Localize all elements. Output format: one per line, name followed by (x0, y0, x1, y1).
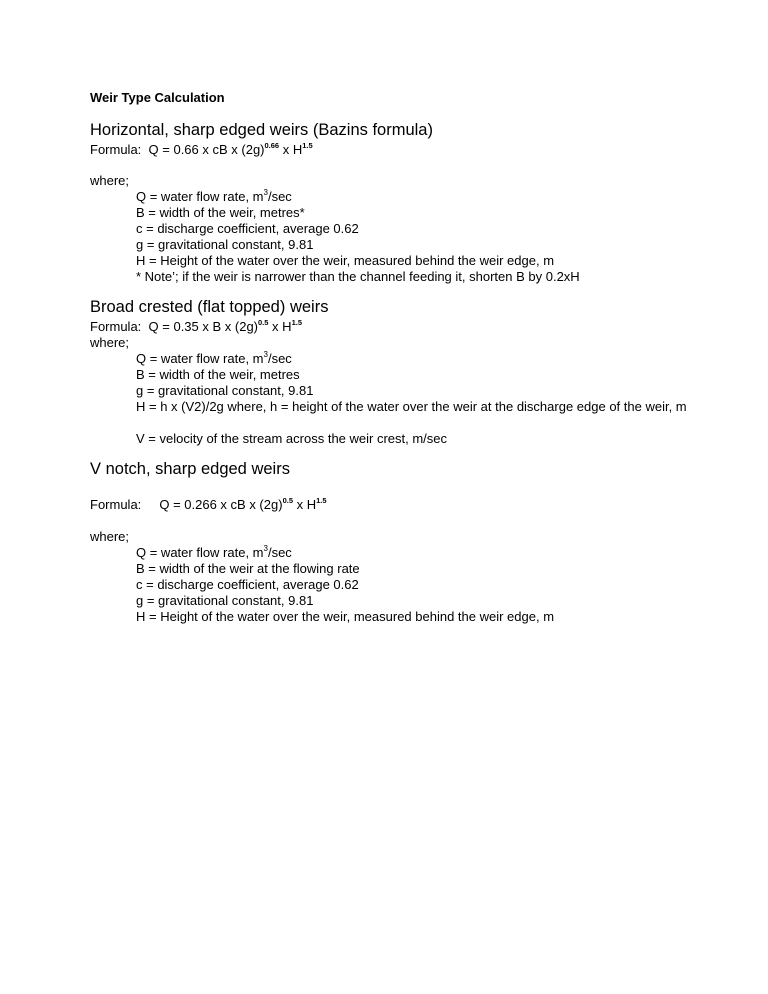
definition-exponent: 3 (263, 187, 268, 197)
definition-text: Q = water flow rate, m (136, 545, 264, 560)
document-title: Weir Type Calculation (90, 90, 225, 105)
section-heading-broad-crested-weirs: Broad crested (flat topped) weirs (90, 298, 329, 316)
definition-g: g = gravitational constant, 9.81 (136, 593, 314, 608)
where-label: where; (90, 529, 130, 544)
formula-exponent: 1.5 (291, 317, 302, 327)
definition-h: H = Height of the water over the weir, measured behind the weir edge, m (136, 609, 555, 624)
formula-exponent: 0.5 (282, 495, 293, 505)
definition-text: Q = water flow rate, m (136, 351, 264, 366)
formula-mid: x H (293, 497, 317, 512)
definition-h: H = Height of the water over the weir, measured behind the weir edge, m (136, 253, 555, 268)
definition-text: /sec (267, 545, 292, 560)
definition-g: g = gravitational constant, 9.81 (136, 383, 314, 398)
section-heading-horizontal-weirs: Horizontal, sharp edged weirs (Bazins formula) (90, 121, 433, 139)
formula-exponent: 0.66 (264, 140, 280, 150)
formula-label: Formula: (90, 497, 142, 512)
definition-b: B = width of the weir, metres (136, 367, 300, 382)
definition-v: V = velocity of the stream across the weir crest, m/sec (136, 431, 448, 446)
formula-exponent: 1.5 (316, 495, 327, 505)
section-heading-v-notch-weirs: V notch, sharp edged weirs (90, 460, 290, 478)
definition-h: H = h x (V2)/2g where, h = height of the water over the weir at the discharge edge of the weir, m (136, 399, 687, 414)
definition-b: B = width of the weir at the flowing rate (136, 561, 360, 576)
definition-q (136, 545, 292, 561)
formula-mid: x H (268, 319, 292, 334)
definition-g: g = gravitational constant, 9.81 (136, 237, 314, 252)
definition-exponent: 3 (263, 349, 268, 359)
definition-text: /sec (267, 351, 292, 366)
formula-line-v-notch (90, 497, 327, 513)
definition-c: c = discharge coefficient, average 0.62 (136, 221, 359, 236)
formula-mid: x H (279, 142, 303, 157)
formula-main: Q = 0.266 x cB x (2g) (159, 497, 283, 512)
definition-text: /sec (267, 189, 292, 204)
formula-line-horizontal (90, 142, 313, 158)
formula-label: Formula: (90, 319, 142, 334)
formula-main: Q = 0.35 x B x (2g) (148, 319, 258, 334)
definition-q (136, 189, 292, 205)
where-label: where; (90, 173, 130, 188)
formula-main: Q = 0.66 x cB x (2g) (148, 142, 265, 157)
where-label: where; (90, 335, 130, 350)
definition-b: B = width of the weir, metres* (136, 205, 305, 220)
definition-c: c = discharge coefficient, average 0.62 (136, 577, 359, 592)
definition-exponent: 3 (263, 543, 268, 553)
definition-note: * Note’; if the weir is narrower than the channel feeding it, shorten B by 0.2xH (136, 269, 580, 284)
definition-text: Q = water flow rate, m (136, 189, 264, 204)
formula-label: Formula: (90, 142, 142, 157)
formula-line-broad-crested (90, 319, 302, 335)
formula-exponent: 1.5 (302, 140, 313, 150)
formula-exponent: 0.5 (258, 317, 269, 327)
definition-q (136, 351, 292, 367)
